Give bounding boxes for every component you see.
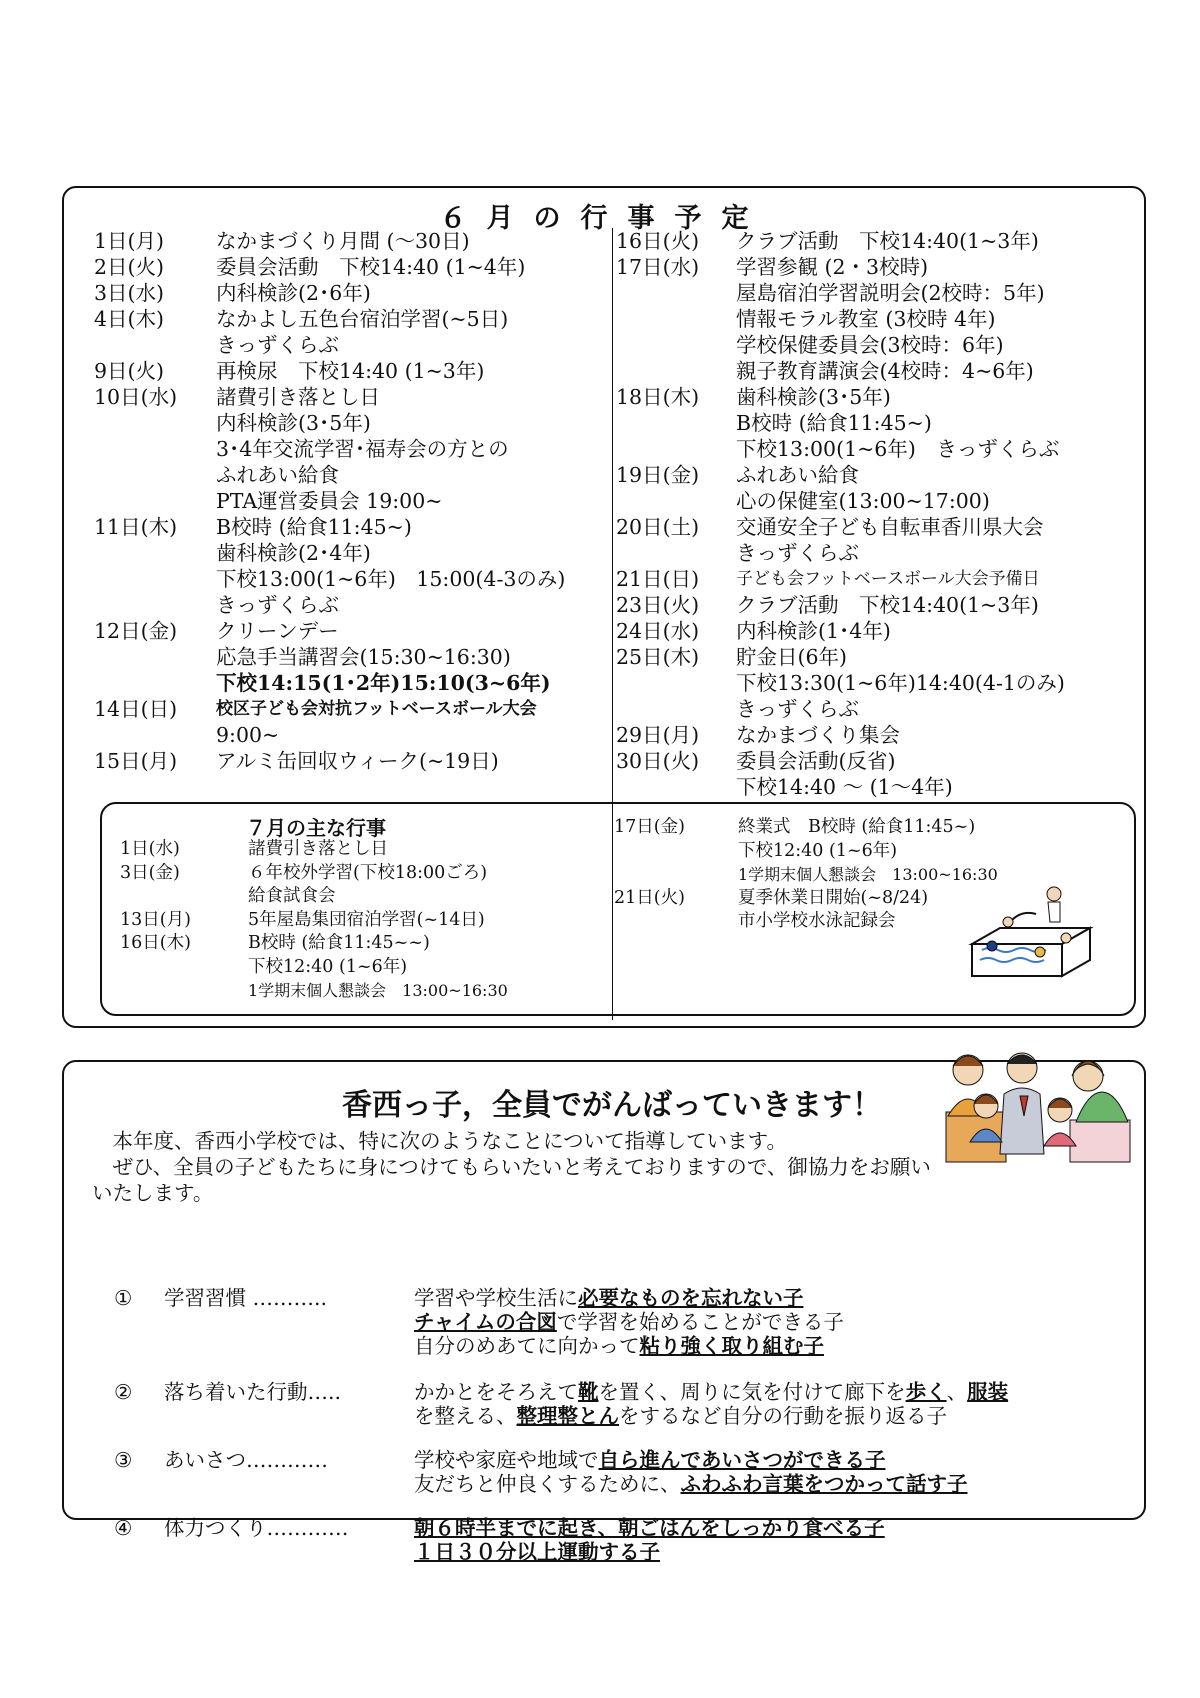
- point-number: ④: [114, 1516, 133, 1540]
- june-event-row: [94, 254, 674, 280]
- event-date: 20日(土): [616, 515, 700, 539]
- intro-line: ぜひ、全員の子どもたちに身につけてもらいたいと考えておりますので、御協力をお願い: [92, 1155, 931, 1179]
- june-event-row: [616, 644, 1136, 722]
- emphasis-text: 整理整とん: [516, 1404, 619, 1428]
- event-item: 下校13:30(1~6年)14:40(4-1のみ): [736, 671, 1065, 695]
- event-items: [248, 909, 485, 933]
- emphasis-text: ふわふわ言葉をつかって話す子: [680, 1472, 968, 1496]
- event-items: [736, 618, 1136, 644]
- event-item: 9:00~: [216, 723, 280, 747]
- emphasis-text: 歩く: [905, 1380, 947, 1404]
- guidance-point: [114, 1380, 1114, 1428]
- point-number: ③: [114, 1448, 133, 1472]
- event-item: 下校14:15(1･2年)15:10(3~6年): [216, 671, 551, 695]
- point-label: 学習習慣 ………..: [164, 1286, 328, 1310]
- event-items: [738, 887, 928, 934]
- june-event-row: [94, 618, 674, 696]
- event-items: [216, 618, 674, 696]
- event-item: なかよし五色台宿泊学習(~5日): [216, 307, 509, 331]
- guidance-point: [114, 1516, 1114, 1564]
- event-date: 18日(木): [616, 385, 700, 409]
- event-items: [216, 748, 674, 774]
- point-line: [414, 1472, 1114, 1496]
- point-line: [414, 1404, 1114, 1428]
- kasai-guidance-box: [62, 1060, 1146, 1564]
- event-item: 終業式 B校時 (給食11:45~): [738, 817, 976, 837]
- event-items: [216, 306, 674, 358]
- plain-text: かかとをそろえて: [414, 1380, 578, 1404]
- swimming-illustration-icon: [962, 884, 1102, 994]
- event-item: クラブ活動 下校14:40(1~3年): [736, 593, 1039, 617]
- point-label: 落ち着いた行動…..: [164, 1380, 342, 1404]
- kasai-title: 香西っ子，全員でがんばっていきます！: [342, 1088, 882, 1123]
- event-items: [248, 862, 487, 909]
- event-items: [736, 228, 1136, 254]
- june-event-row: [94, 280, 674, 306]
- event-date: 16日(木): [120, 933, 191, 953]
- plain-text: 友だちと仲良くするために、: [414, 1472, 681, 1496]
- event-item: 親子教育講演会(4校時：4~6年): [736, 359, 1034, 383]
- event-item: 学習参観 (2・3校時): [736, 255, 929, 279]
- event-date: 14日(日): [94, 697, 178, 721]
- event-item: PTA運営委員会 19:00~: [216, 489, 443, 513]
- july-event-row: [614, 816, 1114, 887]
- event-items: [216, 384, 674, 514]
- event-items: [738, 816, 998, 887]
- event-item: 内科検診(2･6年): [216, 281, 371, 305]
- intro-line: いたします。: [92, 1181, 214, 1205]
- event-item: 3･4年交流学習･福寿会の方との: [216, 437, 509, 461]
- event-item: 下校12:40 (1~6年): [738, 840, 898, 861]
- point-description: [414, 1516, 1114, 1564]
- event-date: 17日(水): [616, 255, 700, 279]
- june-event-row: [616, 462, 1136, 514]
- event-date: 16日(火): [616, 229, 700, 253]
- june-schedule-box: [62, 186, 1146, 1028]
- emphasis-text: 靴: [578, 1380, 599, 1404]
- plain-text: で学習を始めることができる子: [556, 1310, 844, 1334]
- event-item: 貯金日(6年): [736, 645, 848, 669]
- june-event-row: [616, 722, 1136, 748]
- point-description: [414, 1286, 1114, 1358]
- july-event-row: [120, 838, 600, 862]
- event-date: 2日(火): [94, 255, 165, 279]
- event-item: きっずくらぶ: [736, 697, 859, 721]
- event-date: 13日(月): [120, 909, 191, 930]
- event-date: 9日(火): [94, 359, 165, 383]
- event-item: ６年校外学習(下校18:00ごろ): [248, 862, 488, 883]
- june-event-row: [94, 696, 674, 748]
- event-item: なかまづくり集会: [736, 723, 900, 747]
- event-item: 子ども会フットベースボール大会予備日: [736, 569, 1040, 589]
- event-item: B校時 (給食11:45~): [736, 411, 932, 435]
- event-item: 校区子ども会対抗フットベースボール大会: [216, 699, 537, 719]
- point-number: ②: [114, 1380, 133, 1404]
- event-items: [216, 514, 674, 618]
- plain-text: 学校や家庭や地域で: [414, 1448, 599, 1472]
- event-item: クラブ活動 下校14:40(1~3年): [736, 229, 1039, 253]
- event-date: 21日(日): [616, 567, 700, 591]
- event-date: 10日(水): [94, 385, 178, 409]
- event-items: [736, 722, 1136, 748]
- plain-text: 、: [946, 1380, 968, 1404]
- event-item: アルミ缶回収ウィーク(~19日): [216, 749, 499, 773]
- event-date: 12日(金): [94, 619, 178, 643]
- event-items: [216, 254, 674, 280]
- june-event-row: [616, 618, 1136, 644]
- event-items: [736, 644, 1136, 722]
- plain-text: を置く、周りに気を付けて廊下を: [598, 1380, 906, 1404]
- event-item: 心の保健室(13:00~17:00): [736, 489, 990, 513]
- event-item: 1学期末個人懇談会 13:00~16:30: [738, 865, 998, 884]
- event-item: 歯科検診(2･4年): [216, 541, 371, 565]
- event-item: 下校14:40 ～ (1～4年): [736, 775, 953, 799]
- event-item: ふれあい給食: [736, 463, 859, 487]
- july-event-row: [120, 932, 600, 1003]
- event-date: 4日(木): [94, 307, 165, 331]
- june-event-row: [94, 384, 674, 514]
- july-left-column: [120, 838, 600, 1003]
- june-event-row: [616, 228, 1136, 254]
- june-event-row: [94, 306, 674, 358]
- intro-line: 本年度、香西小学校では、特に次のようなことについて指導しています。: [92, 1129, 787, 1153]
- intro-paragraph: [92, 1128, 1102, 1206]
- event-item: 1学期末個人懇談会 13:00~16:30: [248, 981, 508, 1000]
- event-item: きっずくらぶ: [216, 333, 339, 357]
- june-event-row: [616, 566, 1136, 592]
- june-event-row: [616, 384, 1136, 462]
- emphasis-text: 服装: [967, 1380, 1009, 1404]
- july-events-box: [100, 802, 1136, 1016]
- event-items: [216, 280, 674, 306]
- emphasis-text: 粘り強く取り組む子: [639, 1334, 824, 1358]
- event-date: 30日(火): [616, 749, 700, 773]
- event-date: 19日(金): [616, 463, 700, 487]
- event-item: 諸費引き落とし日: [216, 385, 380, 409]
- july-event-row: [120, 909, 600, 933]
- event-date: 11日(木): [94, 515, 178, 539]
- point-line: [414, 1334, 1114, 1358]
- event-date: 1日(月): [94, 229, 165, 253]
- event-item: ふれあい給食: [216, 463, 339, 487]
- event-item: きっずくらぶ: [736, 541, 859, 565]
- emphasis-text: チャイムの合図: [414, 1310, 557, 1334]
- june-event-row: [94, 228, 674, 254]
- event-date: 29日(月): [616, 723, 700, 747]
- point-label: 体力つくり…………: [164, 1516, 349, 1540]
- event-date: 23日(火): [616, 593, 700, 617]
- guidance-point: [114, 1286, 1114, 1358]
- event-date: 3日(水): [94, 281, 165, 305]
- emphasis-text: １日３０分以上運動する子: [414, 1540, 660, 1564]
- emphasis-text: 必要なものを忘れない子: [578, 1286, 804, 1310]
- event-items: [216, 358, 674, 384]
- event-item: B校時 (給食11:45~): [216, 515, 412, 539]
- plain-text: 自分のめあてに向かって: [414, 1334, 640, 1358]
- event-item: 給食試食会: [248, 886, 336, 906]
- point-line: [414, 1540, 1114, 1564]
- event-item: 学校保健委員会(3校時：6年): [736, 333, 1004, 357]
- event-item: きっずくらぶ: [216, 593, 339, 617]
- event-items: [736, 462, 1136, 514]
- june-title: ６月の行事予定: [439, 203, 769, 234]
- event-items: [248, 838, 388, 862]
- event-item: 下校13:00(1~6年) 15:00(4-3のみ): [216, 567, 566, 591]
- event-item: 内科検診(3･5年): [216, 411, 371, 435]
- event-item: 再検尿 下校14:40 (1~3年): [216, 359, 485, 383]
- event-item: なかまづくり月間 (～30日): [216, 229, 470, 253]
- event-item: 下校13:00(1~6年) きっずくらぶ: [736, 437, 1060, 461]
- event-items: [736, 592, 1136, 618]
- event-date: 15日(月): [94, 749, 178, 773]
- event-item: 市小学校水泳記録会: [738, 911, 896, 931]
- event-item: 内科検診(1･4年): [736, 619, 891, 643]
- point-line: [414, 1380, 1114, 1404]
- point-label: あいさつ…………: [164, 1448, 328, 1472]
- event-item: 交通安全子ども自転車香川県大会: [736, 515, 1044, 539]
- event-item: 5年屋島集団宿泊学習(~14日): [248, 909, 485, 930]
- event-item: 諸費引き落とし日: [248, 839, 388, 859]
- event-date: 1日(水): [120, 839, 180, 859]
- june-event-row: [94, 514, 674, 618]
- point-line: [414, 1286, 1114, 1310]
- event-items: [216, 696, 674, 748]
- event-item: 応急手当講習会(15:30~16:30): [216, 645, 511, 669]
- point-line: [414, 1448, 1114, 1472]
- event-items: [736, 384, 1136, 462]
- june-event-row: [616, 514, 1136, 566]
- event-items: [736, 254, 1136, 384]
- point-number: ①: [114, 1286, 133, 1310]
- event-item: 歯科検診(3･5年): [736, 385, 891, 409]
- event-item: 屋島宿泊学習説明会(2校時：5年): [736, 281, 1045, 305]
- event-items: [736, 748, 1136, 800]
- event-item: 委員会活動 下校14:40 (1~4年): [216, 255, 526, 279]
- point-description: [414, 1380, 1114, 1428]
- july-event-row: [120, 862, 600, 909]
- june-event-row: [616, 592, 1136, 618]
- june-right-column: [616, 228, 1136, 800]
- june-event-row: [616, 748, 1136, 800]
- event-items: [736, 566, 1136, 592]
- june-left-column: [94, 228, 674, 774]
- june-event-row: [94, 748, 674, 774]
- event-item: 夏季休業日開始(~8/24): [738, 887, 929, 908]
- june-event-row: [616, 254, 1136, 384]
- event-item: 下校12:40 (1~6年): [248, 956, 408, 977]
- event-item: 情報モラル教室 (3校時 4年): [736, 307, 996, 331]
- event-item: 委員会活動(反省): [736, 749, 896, 773]
- july-title: ７月の主な行事: [246, 816, 386, 840]
- event-item: B校時 (給食11:45~~): [248, 933, 430, 953]
- event-date: 21日(火): [614, 887, 685, 908]
- event-date: 24日(水): [616, 619, 700, 643]
- emphasis-text: 朝６時半までに起き、朝ごはんをしっかり食べる子: [414, 1516, 885, 1540]
- event-items: [736, 514, 1136, 566]
- june-event-row: [94, 358, 674, 384]
- point-description: [414, 1448, 1114, 1496]
- plain-text: を整える、: [414, 1404, 517, 1428]
- plain-text: をするなど自分の行動を振り返る子: [619, 1404, 947, 1428]
- point-line: [414, 1310, 1114, 1334]
- emphasis-text: 自ら進んであいさつができる子: [598, 1448, 886, 1472]
- plain-text: 学習や学校生活に: [414, 1286, 578, 1310]
- guidance-point: [114, 1448, 1114, 1496]
- event-item: クリーンデー: [216, 619, 339, 643]
- point-line: [414, 1516, 1114, 1540]
- event-items: [248, 932, 508, 1003]
- event-date: 25日(木): [616, 645, 700, 669]
- event-date: 3日(金): [120, 862, 180, 883]
- event-items: [216, 228, 674, 254]
- event-date: 17日(金): [614, 817, 685, 837]
